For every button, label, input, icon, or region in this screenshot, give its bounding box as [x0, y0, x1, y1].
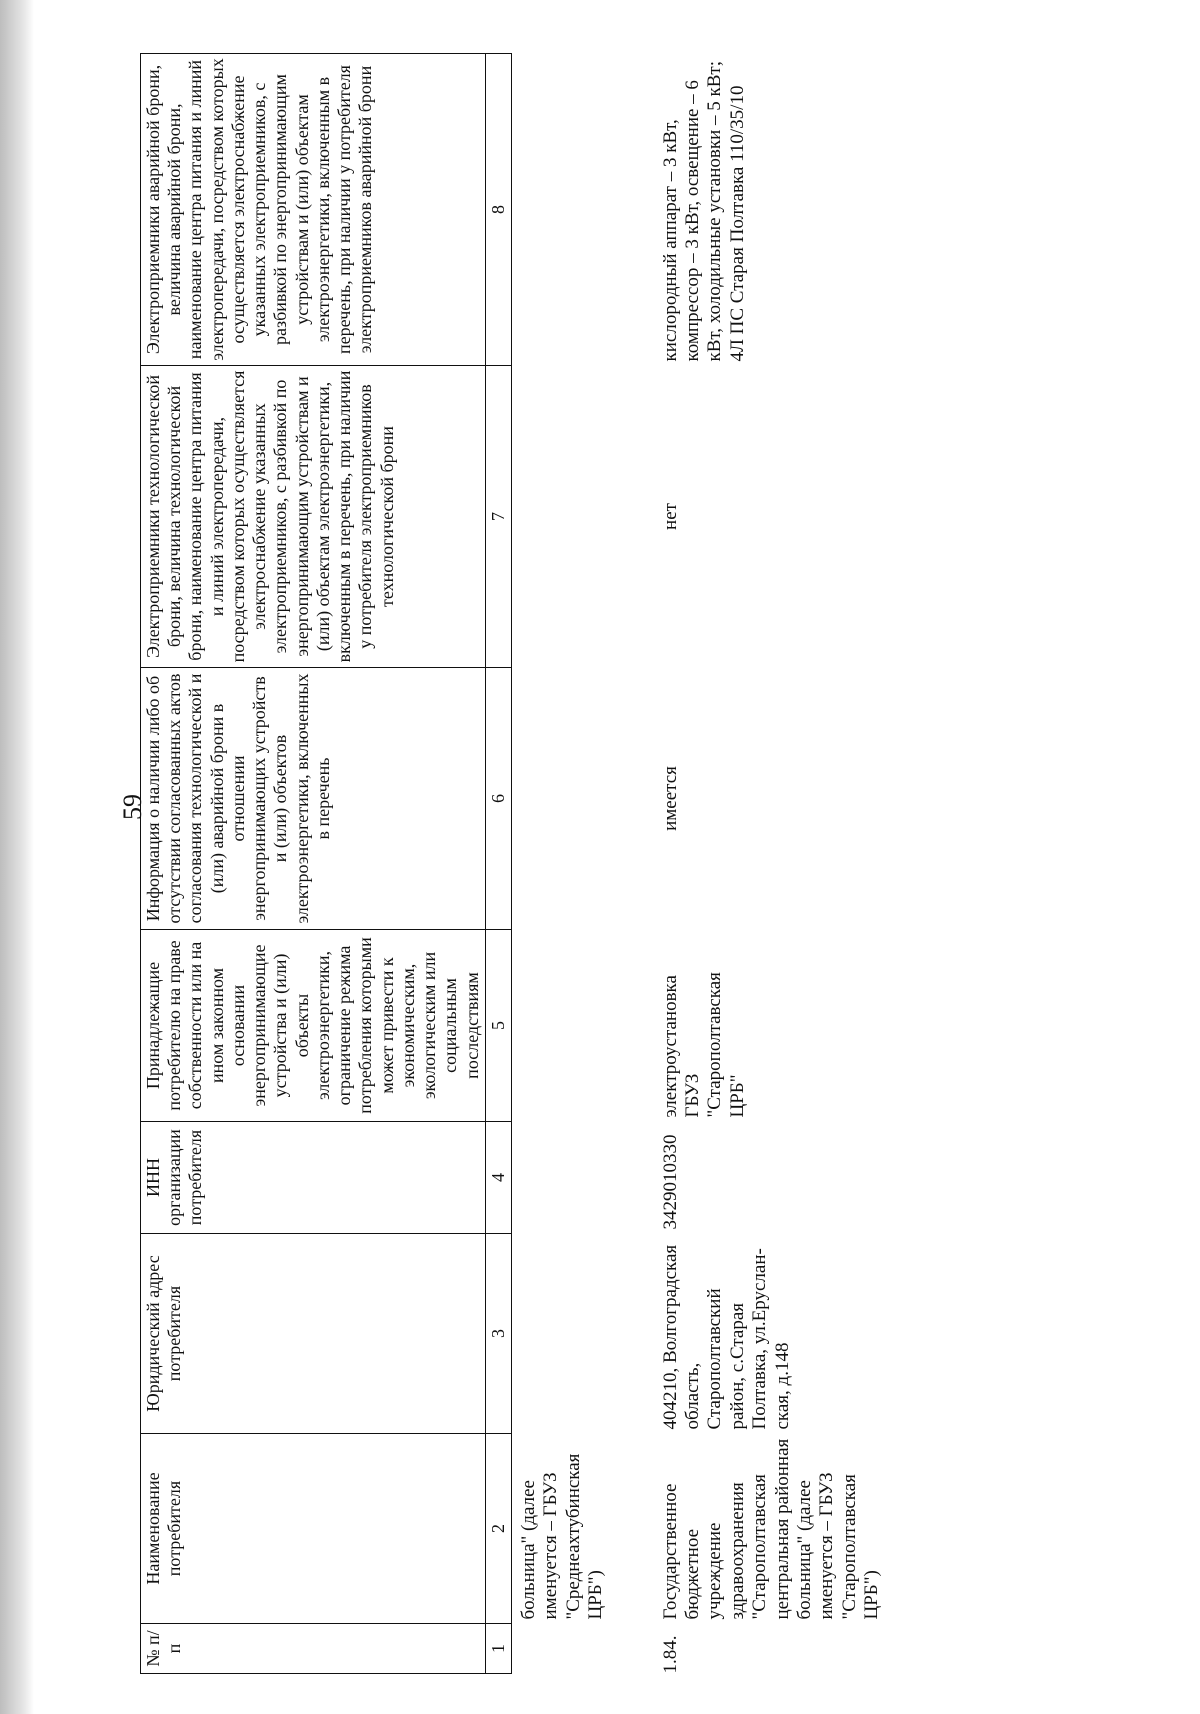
column-number: 8 — [485, 54, 511, 366]
header-belonging-devices: Принадлежащие потребителю на праве собственности или на ином законном основании энергопринимающие устройства и (или) объекты электроэнергетики, ограничение режима потребления которыми может привести к экономическим, экологическим или социальным последствиям — [141, 930, 486, 1122]
column-number: 6 — [485, 668, 511, 930]
consumers-table — [140, 53, 886, 1674]
column-number: 4 — [485, 1122, 511, 1234]
table-row-continued — [511, 54, 609, 1674]
row-number: 1.84. — [659, 1635, 681, 1674]
scan-page-edge — [0, 0, 34, 1714]
consumer-name: Государственное бюджетное учреждение здравоохранения "Старополтавская центральная районная больница" (далее именуется – ГБУЗ "Старополтавская ЦРБ") — [659, 1438, 883, 1620]
header-technological-reserve: Электроприемники технологической брони, величина технологической брони, наименование центра питания и линий электропередачи, посредством которых осуществляется электроснабжение указанных электроприемников, с разбивкой по энергопринимающим устройствам и (или) объектам электроэнергетики, включенным в перечень, при наличии у потребителя электроприемников технологической брони — [141, 366, 486, 668]
column-number: 3 — [485, 1234, 511, 1434]
technological-reserve: нет — [659, 503, 681, 530]
header-legal-address: Юридический адрес потребителя — [141, 1234, 486, 1434]
inn-value: 3429010330 — [659, 1134, 681, 1230]
emergency-reserve: кислородный аппарат – 3 кВт, компрессор – 3 кВт, освещение – 6 кВт, холодильные установки – 5 кВт; 4Л ПС Старая Полтавка 110/35/10 — [659, 60, 748, 362]
rotated-page-content — [140, 54, 1060, 1674]
column-number: 5 — [485, 930, 511, 1122]
header-acts-info: Информация о наличии либо об отсутствии согласованных актов согласования технологической и (или) аварийной брони в отношении энергопринимающих устройств и (или) объектов электроэнергетики, включенных в перечень — [141, 668, 486, 930]
header-number: № п/п — [141, 1624, 486, 1674]
table-header-row — [141, 54, 486, 1674]
column-number: 7 — [485, 366, 511, 668]
header-inn: ИНН организации потребителя — [141, 1122, 486, 1234]
column-number: 2 — [485, 1434, 511, 1624]
page-number: 59 — [118, 794, 147, 820]
acts-info: имеется — [659, 766, 681, 831]
belonging-devices: электроустановка ГБУЗ "Старополтавская ЦРБ" — [659, 972, 748, 1118]
consumer-name: больница" (далее именуется – ГБУЗ "Среднеахтубинская ЦРБ") — [517, 1453, 607, 1620]
legal-address: 404210, Волгоградская область, Старополтавский район, с.Старая Полтавка, ул.Еруслан-ская, д.148 — [659, 1244, 793, 1430]
column-number: 1 — [485, 1624, 511, 1674]
table-row — [658, 54, 886, 1674]
column-numbers-row — [485, 54, 511, 1674]
header-consumer-name: Наименование потребителя — [141, 1434, 486, 1624]
header-emergency-reserve: Электроприемники аварийной брони, величина аварийной брони, наименование центра питания и линий электропередачи, посредством которых осуществляется электроснабжение указанных электроприемников, с разбивкой по энергопринимающим устройствам и (или) объектам электроэнергетики, включенным в перечень, при наличии у потребителя электроприемников аварийной брони — [141, 54, 486, 366]
row-spacer — [610, 54, 658, 1674]
